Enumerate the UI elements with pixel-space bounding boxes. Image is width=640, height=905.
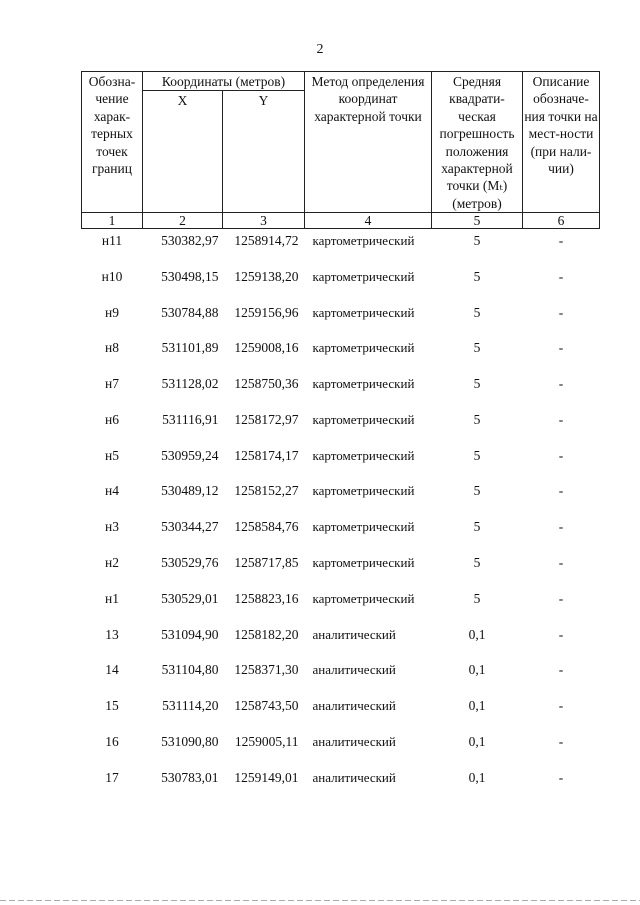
cell-y: 1258174,17 [234, 447, 299, 463]
cell-description: - [558, 304, 564, 320]
cell-description: - [558, 662, 564, 678]
cell-y: 1258743,50 [234, 698, 299, 714]
table-row [82, 229, 600, 265]
cell-method: картометрический [312, 411, 415, 427]
column-number: 3 [223, 213, 305, 229]
cell-x: 530382,97 [161, 233, 219, 249]
cell-method: аналитический [312, 626, 396, 642]
cell-point: н9 [105, 304, 119, 320]
cell-error: 0,1 [468, 626, 486, 642]
table-row [82, 766, 600, 802]
cell-x: 531101,89 [161, 340, 219, 356]
cell-method: картометрический [312, 304, 415, 320]
cell-method: аналитический [312, 769, 396, 785]
cell-y: 1259005,11 [234, 734, 299, 750]
cell-x: 530959,24 [161, 447, 219, 463]
cell-x: 531090,80 [161, 734, 219, 750]
cell-error: 5 [473, 447, 481, 463]
table-body [82, 229, 600, 802]
table-row [82, 587, 600, 623]
cell-description: - [558, 268, 564, 284]
cell-error: 0,1 [468, 662, 486, 678]
cell-method: картометрический [312, 483, 415, 499]
cell-point: н6 [105, 411, 119, 427]
cell-description: - [558, 447, 564, 463]
coordinates-table [81, 71, 600, 802]
cell-error: 5 [473, 411, 481, 427]
cell-x: 530498,15 [161, 268, 219, 284]
header-method: Метод определения координат характерной точки [305, 72, 432, 213]
cell-description: - [558, 483, 564, 499]
table-header [82, 72, 600, 229]
header-point: Обозна-чение харак-терных точек границ [82, 72, 143, 213]
cell-description: - [558, 340, 564, 356]
table-row [82, 479, 600, 515]
cell-y: 1258750,36 [234, 376, 299, 392]
cell-error: 5 [473, 340, 481, 356]
cell-point: н7 [105, 376, 119, 392]
column-number: 4 [305, 213, 432, 229]
cell-x: 531116,91 [162, 411, 219, 427]
cell-y: 1259149,01 [234, 769, 299, 785]
cell-error: 5 [473, 590, 481, 606]
cell-point: 15 [105, 698, 119, 714]
cell-point: 16 [105, 734, 119, 750]
cell-description: - [558, 555, 564, 571]
cell-y: 1258172,97 [234, 411, 299, 427]
column-number: 2 [143, 213, 223, 229]
cell-point: н3 [105, 519, 119, 535]
cell-point: 13 [105, 626, 119, 642]
cell-description: - [558, 411, 564, 427]
cell-x: 531094,90 [161, 626, 219, 642]
cell-x: 530489,12 [161, 483, 219, 499]
cell-description: - [558, 519, 564, 535]
table-row [82, 301, 600, 337]
table-row [82, 730, 600, 766]
cell-point: н5 [105, 447, 119, 463]
cell-x: 530529,01 [161, 590, 219, 606]
cell-error: 0,1 [468, 734, 486, 750]
table-row [82, 515, 600, 551]
cell-description: - [558, 698, 564, 714]
cell-method: картометрический [312, 340, 415, 356]
cell-description: - [558, 376, 564, 392]
cell-method: аналитический [312, 698, 396, 714]
cell-description: - [558, 590, 564, 606]
cell-method: картометрический [312, 268, 415, 284]
cell-point: 14 [105, 662, 119, 678]
cell-method: аналитический [312, 662, 396, 678]
cell-method: картометрический [312, 590, 415, 606]
cell-point: н8 [105, 340, 119, 356]
table-row [82, 551, 600, 587]
table-row [82, 265, 600, 301]
cell-y: 1259138,20 [234, 268, 299, 284]
cell-description: - [558, 626, 564, 642]
cell-point: н4 [105, 483, 119, 499]
header-error: Средняя квадрати-ческая погрешность положения характерной точки (Mₜ) (метров) [432, 72, 523, 213]
cell-method: картометрический [312, 555, 415, 571]
cell-error: 5 [473, 233, 481, 249]
cell-method: картометрический [312, 376, 415, 392]
cell-x: 530529,76 [161, 555, 219, 571]
header-x: X [143, 91, 223, 213]
cell-error: 5 [473, 304, 481, 320]
page-number: 2 [316, 42, 324, 57]
table-row [82, 623, 600, 659]
cell-y: 1258914,72 [234, 233, 299, 249]
cell-point: н10 [101, 268, 123, 284]
cell-x: 530784,88 [161, 304, 219, 320]
header-coordinates: Координаты (метров) [143, 72, 305, 91]
cell-error: 0,1 [468, 698, 486, 714]
cell-x: 531114,20 [162, 698, 219, 714]
cell-y: 1258717,85 [234, 555, 299, 571]
cell-y: 1258182,20 [234, 626, 299, 642]
cell-y: 1259156,96 [234, 304, 299, 320]
scan-edge-line [0, 900, 640, 901]
cell-error: 5 [473, 555, 481, 571]
cell-error: 5 [473, 376, 481, 392]
cell-y: 1259008,16 [234, 340, 299, 356]
column-number: 6 [523, 213, 600, 229]
header-description: Описание обозначе-ния точки на мест-ности (при нали-чии) [523, 72, 600, 213]
cell-error: 5 [473, 268, 481, 284]
cell-y: 1258152,27 [234, 483, 299, 499]
cell-method: картометрический [312, 519, 415, 535]
table-row [82, 372, 600, 408]
cell-method: картометрический [312, 233, 415, 249]
column-number: 1 [82, 213, 143, 229]
cell-y: 1258371,30 [234, 662, 299, 678]
cell-x: 530344,27 [161, 519, 219, 535]
table-row [82, 408, 600, 444]
table-row [82, 694, 600, 730]
cell-error: 5 [473, 483, 481, 499]
column-number-row [82, 213, 600, 229]
cell-point: 17 [105, 769, 119, 785]
column-number: 5 [432, 213, 523, 229]
cell-x: 530783,01 [161, 769, 219, 785]
cell-method: аналитический [312, 734, 396, 750]
cell-description: - [558, 233, 564, 249]
table-row [82, 444, 600, 480]
cell-point: н11 [101, 233, 123, 249]
cell-y: 1258823,16 [234, 590, 299, 606]
table-row [82, 658, 600, 694]
cell-y: 1258584,76 [234, 519, 299, 535]
cell-method: картометрический [312, 447, 415, 463]
header-y: Y [223, 91, 305, 213]
cell-error: 5 [473, 519, 481, 535]
cell-x: 531104,80 [161, 662, 219, 678]
table-row [82, 336, 600, 372]
cell-description: - [558, 734, 564, 750]
cell-description: - [558, 769, 564, 785]
cell-x: 531128,02 [161, 376, 219, 392]
cell-point: н1 [105, 590, 119, 606]
cell-error: 0,1 [468, 769, 486, 785]
cell-point: н2 [105, 555, 119, 571]
